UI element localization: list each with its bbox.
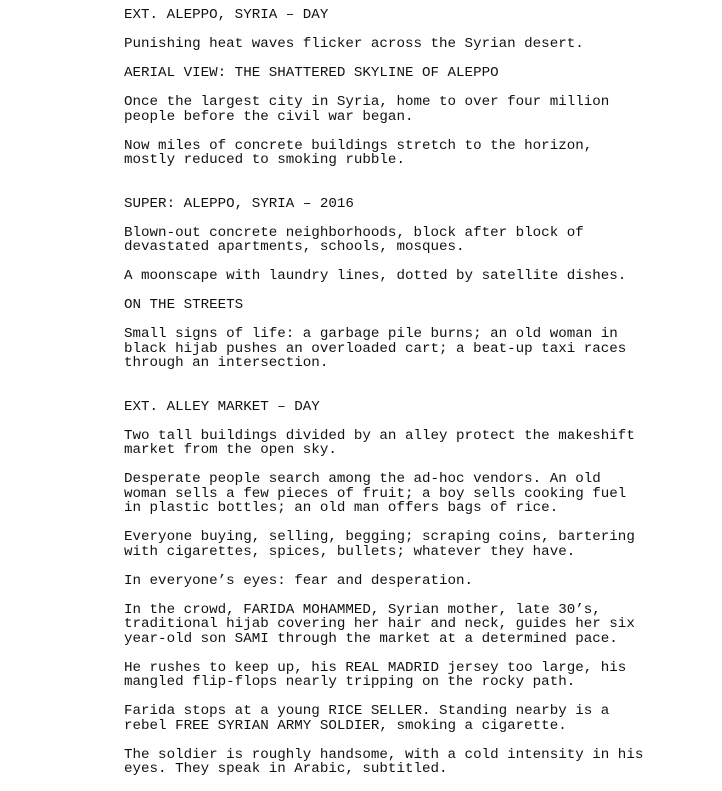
super-title: SUPER: ALEPPO, SYRIA – 2016 bbox=[124, 195, 354, 212]
scene-spacer bbox=[124, 385, 714, 400]
action-line: In the crowd, FARIDA MOHAMMED, Syrian mother, late 30’s, traditional hijab covering her hair and neck, guides her six year-old son SAMI through the market at a determined pace. bbox=[124, 601, 635, 647]
action-line: The soldier is roughly handsome, with a cold intensity in his eyes. They speak in Arabic, subtitled. bbox=[124, 746, 644, 777]
action-line: Farida stops at a young RICE SELLER. Standing nearby is a rebel FREE SYRIAN ARMY SOLDIER, smoking a cigarette. bbox=[124, 703, 610, 734]
action-line: He rushes to keep up, his REAL MADRID jersey too large, his mangled flip-flops nearly tripping on the rocky path. bbox=[124, 659, 627, 690]
action-line: Blown-out concrete neighborhoods, block after block of devastated apartments, schools, mosques. bbox=[124, 224, 584, 255]
action-line: Everyone buying, selling, begging; scraping coins, bartering with cigarettes, spices, bullets; whatever they have. bbox=[124, 529, 635, 560]
action-line: Small signs of life: a garbage pile burns; an old woman in black hijab pushes an overloaded cart; a beat-up taxi races through an intersection. bbox=[124, 326, 627, 371]
shot-heading: ON THE STREETS bbox=[124, 297, 244, 313]
action-line: Desperate people search among the ad-hoc vendors. An old woman sells a few pieces of fruit; a boy sells cooking fuel in plastic bottles; an old man offers bags of rice. bbox=[124, 471, 627, 516]
action-line: Punishing heat waves flicker across the Syrian desert. bbox=[124, 36, 584, 52]
action-line: Once the largest city in Syria, home to over four million people before the civil war began. bbox=[124, 94, 610, 125]
action-line: A moonscape with laundry lines, dotted by satellite dishes. bbox=[124, 268, 627, 284]
action-line: Now miles of concrete buildings stretch to the horizon, mostly reduced to smoking rubble. bbox=[124, 137, 593, 168]
action-line: In everyone’s eyes: fear and desperation. bbox=[124, 572, 474, 589]
scene-heading: EXT. ALEPPO, SYRIA – DAY bbox=[124, 7, 329, 23]
shot-heading: AERIAL VIEW: THE SHATTERED SKYLINE OF ALEPPO bbox=[124, 65, 499, 81]
scene-spacer bbox=[124, 182, 714, 197]
action-line: Two tall buildings divided by an alley protect the makeshift market from the open sky. bbox=[124, 427, 635, 458]
screenplay-body bbox=[124, 8, 714, 791]
scene-heading: EXT. ALLEY MARKET – DAY bbox=[124, 398, 320, 415]
